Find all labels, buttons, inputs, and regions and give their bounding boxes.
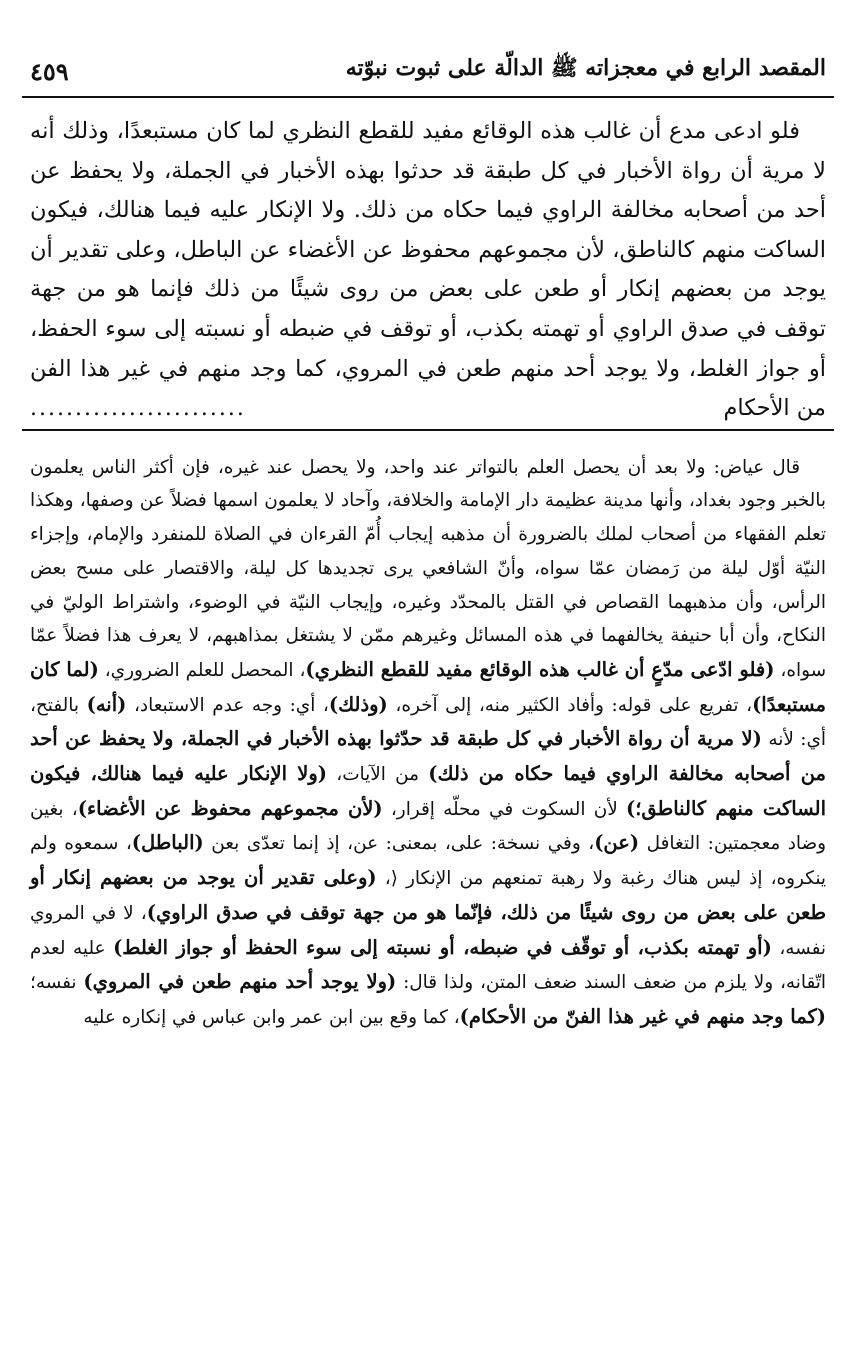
quoted-matn-text: (ولا يوجد أحد منهم طعن في المروي) (83, 970, 397, 994)
commentary-text: ، سمعوه ولم ينكروه، إذ ليس هناك رغبة ولا رهبة تمنعهم من الإنكار ⟨، (30, 833, 827, 890)
page-header (22, 52, 834, 98)
quoted-matn-text: (لا مرية أن رواة الأخبار في كل طبقة قد حدّثوا بهذه الأخبار في الجملة، ولا يحفظ عن أحد من أصحابه مخالفة الراوي فيما حكاه من ذلك) (30, 727, 826, 786)
commentary-paragraph (30, 451, 826, 1035)
commentary-text: ، المحصل للعلم الضروري، (98, 659, 306, 681)
page-number: ٤٥٩ (30, 57, 69, 86)
commentary-text: من الآيات، (327, 764, 429, 786)
commentary-text: نفسه؛ (30, 972, 84, 994)
commentary-text: قال عياض: ولا بعد أن يحصل العلم بالتواتر عند واحد، ولا يحصل عند غيره، فإن أكثر الناس يعلمون بالخبر وجود بغداد، وأنها مدينة عظيمة دار الإمامة والخلافة، وآحاد لا يعلمون اسمها فضلاً عن وصفها، وهكذا تعلم الفقهاء من أصحاب لملك بالضرورة أن مذهبه إيجاب أُمّ القرءان في الصلاة للمنفرد والإمام، وإجزاء النيّة أوّل ليلة من رَمضان عمّا سواه، وأنّ الشافعي يرى تجديدها كل ليلة، والاقتصار على مسح بعض الرأس، وأن مذهبهما القصاص في القتل بالمحدّد وغيره، وإيجاب النيّة في الوضوء، واشتراط الوليّ في النكاح، وأن أبا حنيفة يخالفهما في هذه المسائل وغيرهم ممّن لا يشتغل بمذاهبهم، لا يعرف هذا فضلاً عمّا سواه، (30, 456, 826, 681)
text-commentary-divider (22, 429, 834, 431)
quoted-matn-text: (وذلك) (328, 692, 388, 716)
quoted-matn-text: (ولا الإنكار عليه فيما هنالك، فيكون الساكت منهم كالناطق؛) (30, 762, 826, 820)
main-text-paragraph: فلو ادعى مدع أن غالب هذه الوقائع مفيد للقطع النظري لما كان مستبعدًا، وذلك أنه لا مرية أن رواة الأخبار في كل طبقة قد حدثوا بهذه الأخبار في الجملة، ولا يحفظ عن أحد من أصحابه مخالفة الراوي فيما حكاه من ذلك. ولا الإنكار عليه فيما هنالك، فيكون الساكت منهم كالناطق، لأن مجموعهم محفوظ عن الأغضاء عن الباطل، وعلى تقدير أن يوجد من بعضهم إنكار أو طعن على بعض من روى شيئًا من ذلك فإنما هو من جهة توقف في صدق الراوي أو تهمته بكذب، أو توقف في ضبطه أو نسبته إلى سوء الحفظ، أو جواز الغلط، ولا يوجد أحد منهم طعن في المروي، كما وجد منهم في غير هذا الفن من الأحكام (30, 118, 826, 422)
quoted-matn-text: (فلو ادّعى مدّعٍ أن غالب هذه الوقائع مفيد للقطع النظري) (305, 657, 775, 681)
quoted-matn-text: (وعلى تقدير أن يوجد من بعضهم إنكار أو طعن على بعض من روى شيئًا من ذلك، فإنّما هو من جهة توقف في صدق الراوي) (30, 866, 826, 924)
quoted-matn-text: (لأن مجموعهم محفوظ عن الأغضاء) (77, 796, 383, 820)
commentary-text: ، تفريع على قوله: وأفاد الكثير منه، إلى آخره، (387, 694, 753, 716)
commentary-text: بالفتح، أي: لأنه (30, 694, 826, 751)
quoted-matn-text: (أو تهمته بكذب، أو توقّف في ضبطه، أو نسبته إلى سوء الحفظ أو جواز الغلط) (113, 935, 772, 959)
continuation-dots: ........................ (30, 395, 246, 421)
quoted-matn-text: (كما وجد منهم في غير هذا الفنّ من الأحكام) (459, 1005, 826, 1028)
running-title: المقصد الرابع في معجزاته ﷺ الدالّة على ثبوت نبوّته (345, 55, 826, 81)
commentary-text: ، كما وقع بين ابن عمر وابن عباس في إنكاره عليه (83, 1007, 460, 1028)
quoted-matn-text: (لما كان مستبعدًا) (30, 657, 826, 716)
commentary (30, 451, 826, 1035)
main-text (30, 112, 826, 429)
quoted-matn-text: (عن) (594, 831, 640, 855)
commentary-text: عليه لعدم اتّقانه، ولا يلزم من ضعف السند ضعف المتن، ولذا قال: (30, 937, 826, 994)
commentary-text: ، لا في المروي نفسه، (30, 902, 826, 959)
commentary-text: ، أي: وجه عدم الاستبعاد، (126, 694, 329, 716)
commentary-text: لأن السكوت في محلّه إقرار، (382, 798, 626, 820)
quoted-matn-text: (أنه) (86, 692, 127, 716)
commentary-text: ، وفي نسخة: على، بمعنى: عن، إذ إنما تعدّى بعن (203, 833, 595, 855)
quoted-matn-text: (الباطل) (131, 831, 204, 855)
commentary-text: ، بغين وضاد معجمتين: التغافل (30, 798, 826, 855)
